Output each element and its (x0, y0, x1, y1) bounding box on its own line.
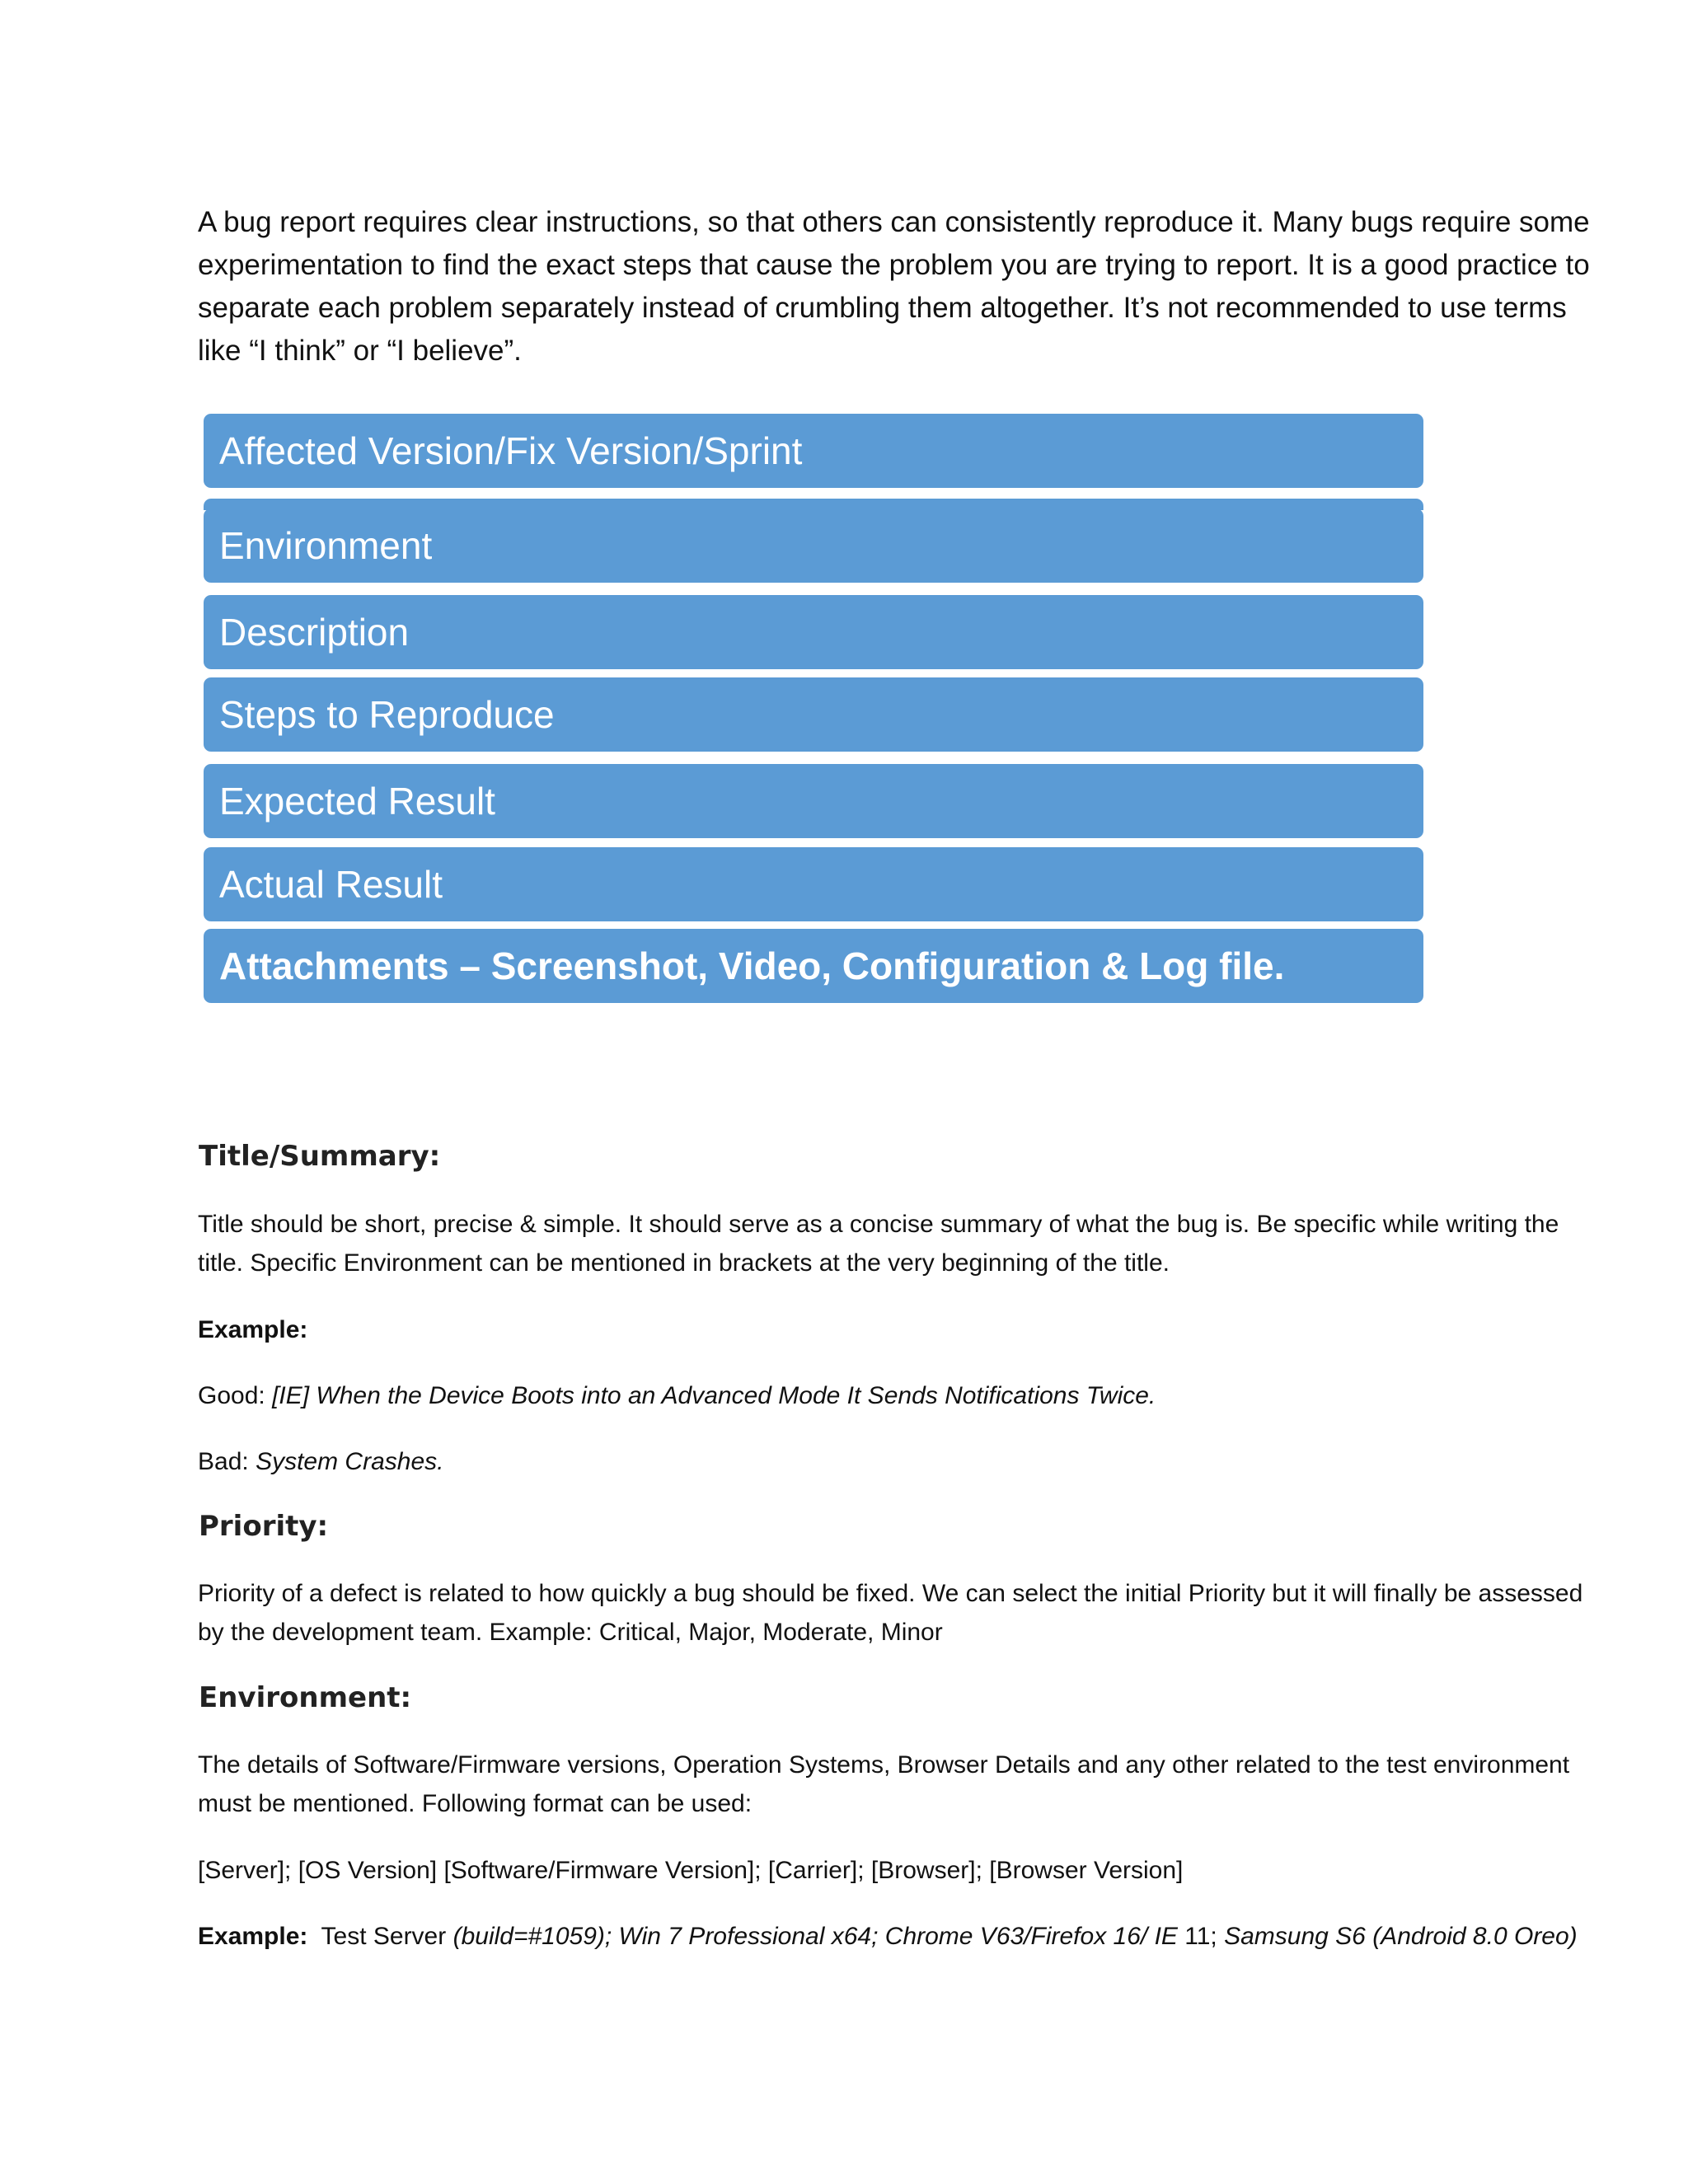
good-example-text: [IE] When the Device Boots into an Advanced Mode It Sends Notifications Twice. (272, 1382, 1156, 1409)
field-bar-affected-version: Affected Version/Fix Version/Sprint (204, 414, 1423, 488)
environment-example-device: Samsung S6 (Android 8.0 Oreo) (1224, 1923, 1578, 1950)
title-summary-heading: Title/Summary: (199, 1140, 441, 1173)
environment-example-ie-version: 11; (1177, 1923, 1225, 1950)
environment-example-server: Test Server (307, 1923, 453, 1950)
priority-body: Priority of a defect is related to how quickly a bug should be fixed. We can select the initial Priority but it will finally be assessed by the development team. Example: Critical, Major, Moderate, Minor (198, 1580, 1583, 1646)
field-bar-steps-to-reproduce: Steps to Reproduce (204, 677, 1423, 752)
good-label: Good: (198, 1382, 273, 1409)
field-bar-attachments: Attachments – Screenshot, Video, Configuration & Log file. (204, 929, 1423, 1003)
title-summary-body: Title should be short, precise & simple. It should serve as a concise summary of what the bug is. Be specific while writing the title. Specific Environment can be mentioned in brackets at the very beginning of the title. (198, 1211, 1559, 1277)
bad-example-text: System Crashes. (256, 1448, 444, 1475)
environment-example-label: Example: (198, 1923, 308, 1950)
field-bar-expected-result: Expected Result (204, 764, 1423, 838)
bad-example (198, 1442, 1599, 1481)
field-bar-description: Description (204, 595, 1423, 669)
bad-label: Bad: (198, 1448, 256, 1475)
field-bar-environment: Environment (204, 509, 1423, 583)
environment-example-build: (build=#1059); Win 7 Professional x64; Chrome V63/Firefox 16/ IE (452, 1923, 1178, 1950)
environment-heading: Environment: (199, 1681, 412, 1714)
intro-paragraph: A bug report requires clear instructions, so that others can consistently reproduce it. Many bugs require some experimentation to find the exact steps that cause the problem you are trying to report. It is a good practice to separate each problem separately instead of crumbling them altogether. It’s not recommended to use terms like “I think” or “I believe”. (198, 206, 1590, 367)
priority-heading: Priority: (199, 1510, 329, 1543)
environment-body: The details of Software/Firmware versions, Operation Systems, Browser Details and any other related to the test environment must be mentioned. Following format can be used: (198, 1751, 1570, 1817)
field-bar-actual-result: Actual Result (204, 847, 1423, 921)
environment-format: [Server]; [OS Version] [Software/Firmware Version]; [Carrier]; [Browser]; [Browser Version] (198, 1857, 1184, 1884)
environment-example (198, 1917, 1599, 1956)
good-example (198, 1376, 1599, 1415)
example-label: Example: (198, 1316, 308, 1343)
